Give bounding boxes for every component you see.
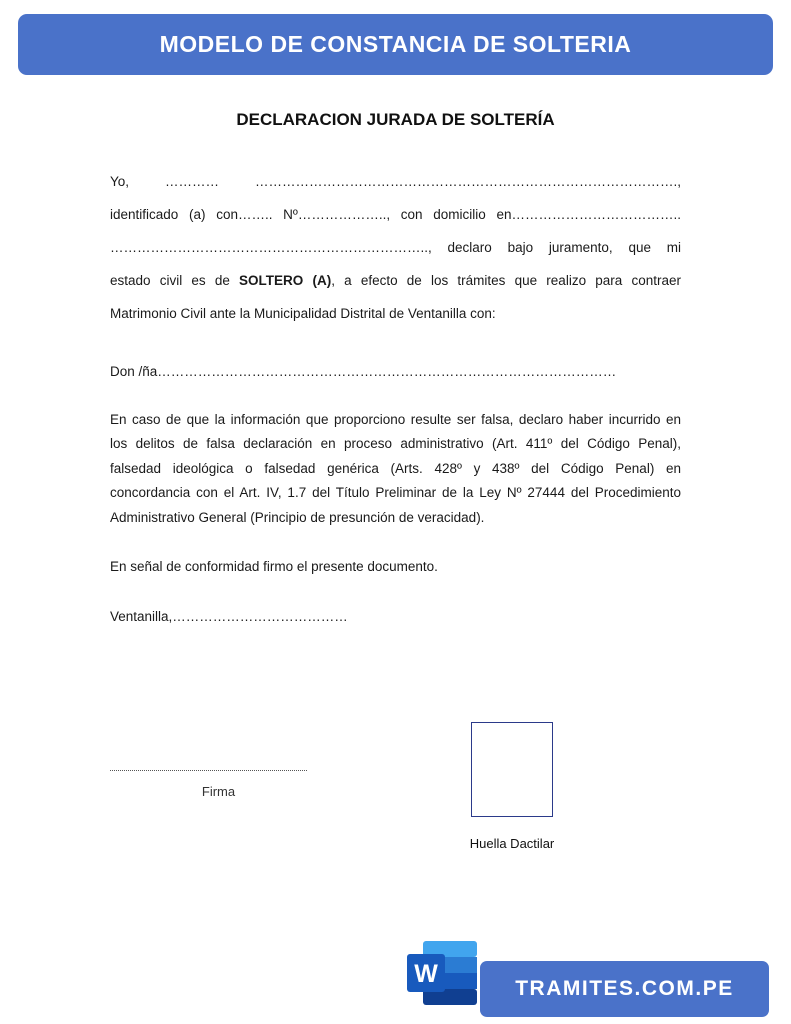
falsity-line-5: Administrativo General (Principio de presunción de veracidad). bbox=[110, 510, 485, 525]
signature-line bbox=[110, 770, 307, 771]
falsity-line-4: concordancia con el Art. IV, 1.7 del Título Preliminar de la Ley Nº 27444 del Procedimiento bbox=[110, 485, 681, 500]
declaration-line-marriage: Matrimonio Civil ante la Municipalidad Distrital de Ventanilla con: bbox=[110, 306, 496, 321]
falsity-line-1: En caso de que la información que proporciono resulte ser falsa, declaro haber incurrido en bbox=[110, 412, 681, 427]
document-title: DECLARACION JURADA DE SOLTERÍA bbox=[236, 110, 555, 129]
declaration-line-name: Yo, ………… …………………………………………………………………………………., bbox=[110, 174, 681, 189]
signature-label: Firma bbox=[201, 784, 236, 799]
fingerprint-box bbox=[471, 722, 553, 817]
partner-line: Don /ña………………………………………………………………………………………… bbox=[110, 364, 617, 379]
falsity-line-3: falsedad ideológica o falsedad genérica (Arts. 428º y 438º del Código Penal) en bbox=[110, 461, 681, 476]
place-date-line: Ventanilla,………………………………… bbox=[110, 609, 348, 624]
header-banner bbox=[18, 14, 773, 75]
declaration-line-oath: …………………………………………………………….., declaro bajo juramento, que mi bbox=[110, 240, 681, 255]
fingerprint-label: Huella Dactilar bbox=[469, 836, 555, 851]
declaration-line-id: identificado (a) con…….. Nº……………….., con domicilio en……………………………….. bbox=[110, 207, 681, 222]
footer-badge[interactable] bbox=[480, 961, 769, 1017]
banner-title: MODELO DE CONSTANCIA DE SOLTERIA bbox=[159, 31, 632, 57]
falsity-line-2: los delitos de falsa declaración en proceso administrativo (Art. 411º del Código Penal), bbox=[110, 436, 681, 451]
civil-status-value: SOLTERO (A) bbox=[239, 273, 332, 288]
conformity-statement: En señal de conformidad firmo el presente documento. bbox=[110, 559, 438, 574]
footer-site-text: TRAMITES.COM.PE bbox=[515, 977, 734, 1000]
declaration-line-civil-status bbox=[110, 273, 681, 288]
civil-status-suffix: , a efecto de los trámites que realizo para contraer bbox=[331, 273, 681, 288]
word-icon-letter: W bbox=[414, 960, 438, 988]
civil-status-prefix: estado civil es de bbox=[110, 273, 240, 288]
word-logo-graphic bbox=[407, 941, 477, 1005]
microsoft-word-icon bbox=[407, 941, 477, 1005]
